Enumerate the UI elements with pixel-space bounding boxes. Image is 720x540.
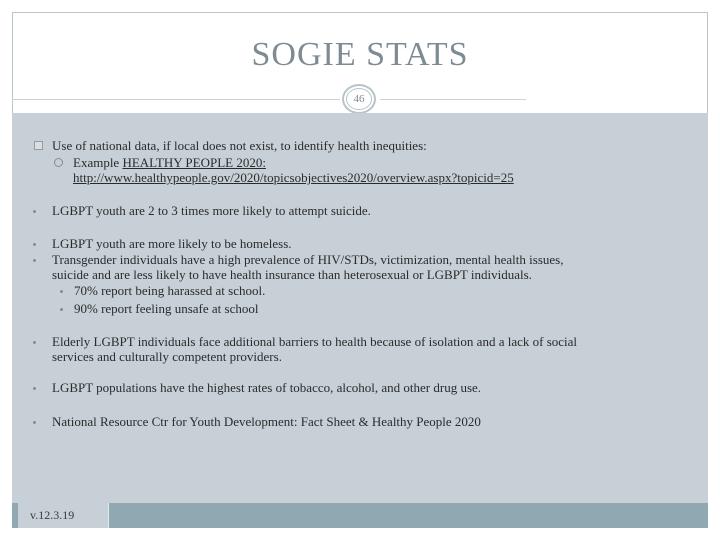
square-bullet-icon (34, 141, 43, 150)
bullet-dot-icon (33, 210, 36, 213)
slide-content (12, 113, 708, 503)
bullet-transgender-line1: Transgender individuals have a high prevalence of HIV/STDs, victimization, mental health issues, (52, 252, 564, 267)
bullet-elderly-line1: Elderly LGBPT individuals face additional barriers to health because of isolation and a lack of social (52, 334, 578, 349)
bullet-source: National Resource Ctr for Youth Development: Fact Sheet & Healthy People 2020 (52, 414, 481, 429)
healthy-people-url-link[interactable]: http://www.healthypeople.gov/2020/topicsobjectives2020/overview.aspx?topicid=25 (73, 170, 514, 185)
slide-title: SOGIE STATS (251, 36, 469, 73)
bullet-substance-use: LGBPT populations have the highest rates of tobacco, alcohol, and other drug use. (52, 380, 482, 395)
bullet-youth-homeless: LGBPT youth are more likely to be homeless. (52, 236, 292, 251)
bullet-dot-icon (33, 421, 36, 424)
bullet-dot-icon (33, 259, 36, 262)
sub-bullet-harassed: 70% report being harassed at school. (74, 283, 266, 298)
healthy-people-link[interactable]: HEALTHY PEOPLE 2020: (122, 155, 266, 170)
title-rule-left (12, 99, 340, 100)
sub-bullet-dot-icon (60, 290, 63, 293)
sub-bullet-dot-icon (60, 308, 63, 311)
bullet-youth-suicide: LGBPT youth are 2 to 3 times more likely to attempt suicide. (52, 203, 371, 218)
url-line (73, 170, 514, 185)
circle-bullet-icon (54, 158, 63, 167)
intro-text: Use of national data, if local does not exist, to identify health inequities: (52, 138, 427, 153)
footer-bar (12, 503, 708, 528)
version-label: v.12.3.19 (30, 508, 75, 522)
bullet-dot-icon (33, 387, 36, 390)
bullet-dot-icon (33, 243, 36, 246)
example-prefix: Example (73, 155, 123, 170)
example-line (73, 155, 266, 170)
bullet-transgender-line2: suicide and are less likely to have health insurance than heterosexual or LGBPT individuals. (52, 267, 532, 282)
slide-number: 46 (346, 88, 372, 110)
slide-number-badge (342, 84, 376, 114)
title-rule-right (380, 99, 526, 100)
bullet-dot-icon (33, 341, 36, 344)
sub-bullet-unsafe: 90% report feeling unsafe at school (74, 301, 259, 316)
bullet-elderly-line2: services and culturally competent providers. (52, 349, 282, 364)
